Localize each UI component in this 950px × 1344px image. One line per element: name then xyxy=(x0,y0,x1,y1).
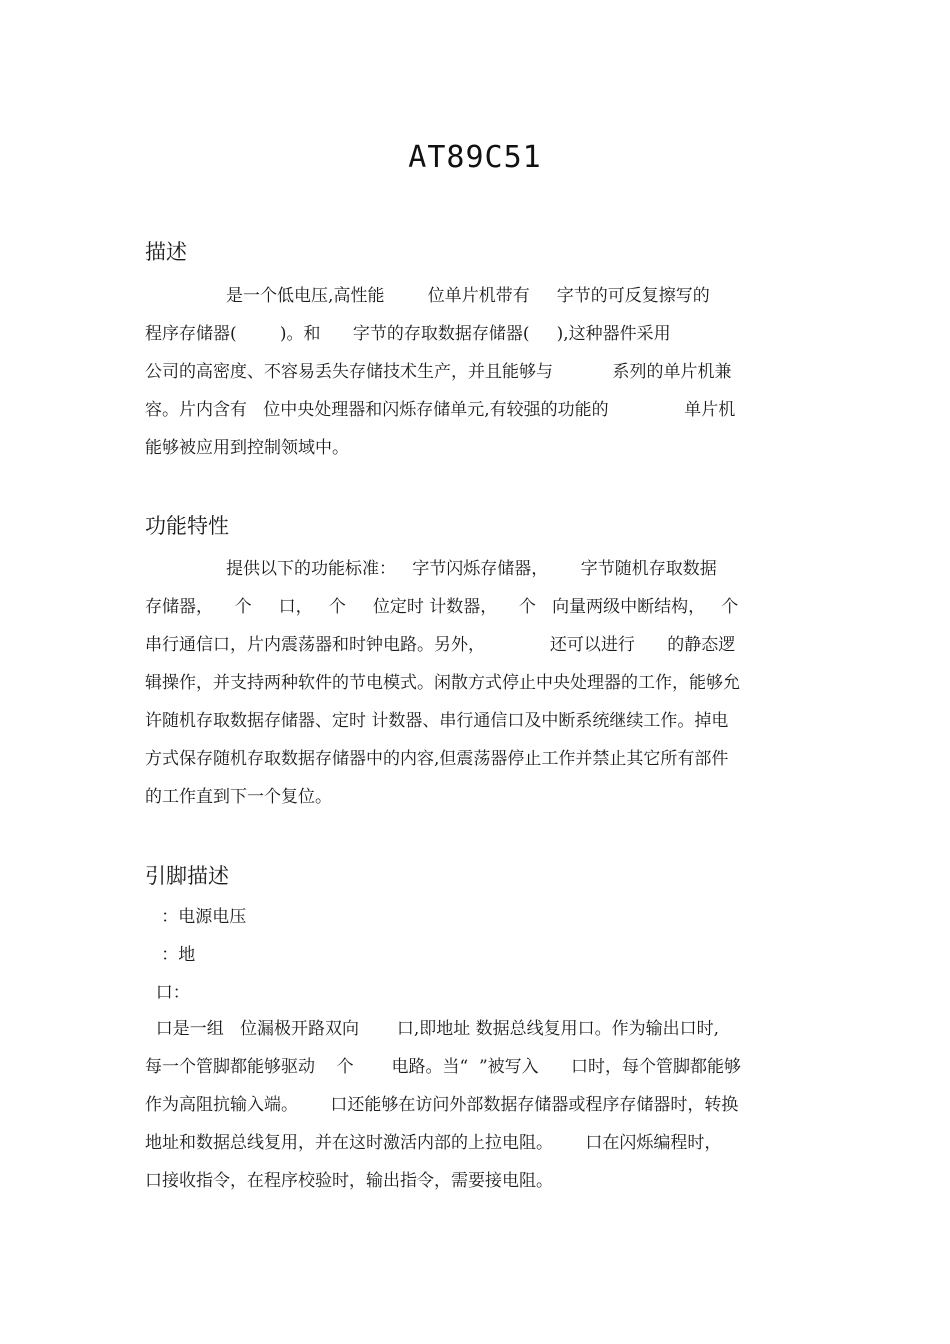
pin-item-gnd: ：地 xyxy=(145,945,196,965)
document-title: AT89C51 xyxy=(408,140,542,175)
heading-description: 描述 xyxy=(145,240,187,264)
text-line: 能够被应用到控制领域中。 xyxy=(145,438,349,458)
text-line: 容。片内含有 位中央处理器和闪烁存储单元,有较强的功能的 单片机 xyxy=(145,400,736,420)
heading-features: 功能特性 xyxy=(145,514,229,538)
text-line: 方式保存随机存取数据存储器中的内容,但震荡器停止工作并禁止其它所有部件 xyxy=(145,749,729,769)
pin-list xyxy=(145,898,813,1012)
pin-item-port0: 口： xyxy=(145,983,190,1003)
pin-item-vcc: ：电源电压 xyxy=(145,907,247,927)
text-line: 口接收指令，在程序校验时，输出指令，需要接电阻。 xyxy=(145,1171,553,1191)
text-line: 地址和数据总线复用，并在这时激活内部的上拉电阻。 口在闪烁编程时， xyxy=(145,1133,722,1153)
heading-pins: 引脚描述 xyxy=(145,864,229,888)
text-line: 公司的高密度、不容易丢失存储技术生产，并且能够与 系列的单片机兼 xyxy=(145,362,732,382)
text-line: 辑操作，并支持两种软件的节电模式。闲散方式停止中央处理器的工作，能够允 xyxy=(145,673,740,693)
text-line: 口是一组 位漏极开路双向 口,即地址 数据总线复用口。作为输出口时, xyxy=(145,1019,720,1039)
text-line: 许随机存取数据存储器、定时 计数器、串行通信口及中断系统继续工作。掉电 xyxy=(145,711,729,731)
text-line: 串行通信口，片内震荡器和时钟电路。另外， 还可以进行 的静态逻 xyxy=(145,635,736,655)
text-line: 每一个管脚都能够驱动 个 电路。当“ ”被写入 口时，每个管脚都能够 xyxy=(145,1057,742,1077)
text-line: 的工作直到下一个复位。 xyxy=(145,787,332,807)
text-line: 存储器， 个 口， 个 位定时 计数器， 个 向量两级中断结构， 个 xyxy=(145,597,739,617)
text-line: 是一个低电压,高性能 位单片机带有 字节的可反复擦写的 xyxy=(145,286,710,306)
paragraph-features xyxy=(145,550,813,816)
paragraph-description xyxy=(145,277,813,467)
paragraph-port0 xyxy=(145,1010,813,1200)
text-line: 程序存储器( )。和 字节的存取数据存储器( ),这种器件采用 xyxy=(145,324,671,344)
text-line: 提供以下的功能标准： 字节闪烁存储器， 字节随机存取数据 xyxy=(145,559,717,579)
text-line: 作为高阻抗输入端。 口还能够在访问外部数据存储器或程序存储器时，转换 xyxy=(145,1095,739,1115)
